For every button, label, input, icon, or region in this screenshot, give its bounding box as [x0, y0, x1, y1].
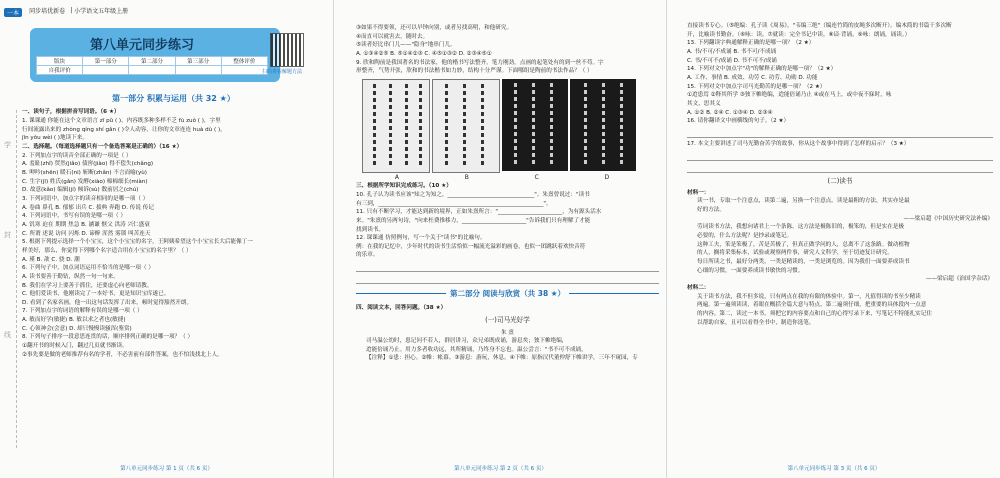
- question-line: ②事先要是做的老师推荐有名的学者，不必害前有部件答案，也不怕浅找北上人。: [22, 351, 223, 358]
- binding-dash-line: [16, 110, 17, 448]
- header-bar: 一本 同步培优新卷 | 小学语文五年级上册: [0, 0, 333, 16]
- question-line: D. 看到了名家名画，他一出这句话发挥了出来，顿时觉得豁然开朗。: [22, 299, 193, 306]
- material-line: ——梁启超《治国学杂话》: [925, 276, 993, 283]
- reading-line: 司马温公幼时，患记问不若人，群居讲习，众兄弟既成诵，游息矣；独下帷绝编，: [366, 338, 568, 345]
- question-line: B. 呷吟(shēn) 暖石(ni) 斩断(zhǎn) 不言而喻(yù): [22, 169, 147, 176]
- question-line: C. 书/不可不/成诵 D. 书不可不/成诵: [687, 57, 777, 64]
- material-line: 劳词读书方法，我想向诸君上一个条陈。这方法是极陈旧的，极笨的，但是实在是极: [697, 224, 904, 231]
- answer-line[interactable]: [687, 128, 993, 138]
- question-line: 14. 下列对文中加点字"功"的解释正确的是哪一项？（2 ★）: [687, 66, 837, 73]
- question-line: jīn yǒu wèi ( )地读下来。: [22, 135, 88, 142]
- material-line: 这种工夫，笨是笨极了，苦是苦极了，但真正做学问的人，总离不了这条路。做动植物: [697, 241, 910, 248]
- question-line: B. 我们在学习上要善于抓住，还要虚心向老师请教。: [22, 282, 153, 289]
- material-line: 读一书，专取一个注意点，读第二遍，另换一个注意点。读是最粗的方法，其实亦是最: [697, 198, 910, 205]
- question-line: 其文，思其义: [687, 100, 721, 107]
- table-header: 第一部分: [83, 57, 129, 66]
- material-line: 的人，搁将采集标本，试验或观察两件事，研究人文科学，至于切迹复计研究。: [697, 250, 893, 257]
- question-line: C. 生字(jī) 姓氏(gǎn) 发酵(xiào) 棉棉细长(miàn): [22, 178, 148, 185]
- question-list: [356, 182, 659, 260]
- question-line: ①迨患焉 ②释其所学 ③独下帷绝编，迨能倍诵乃止 ④或在马上，或中夜不寐时，咏: [687, 92, 892, 99]
- question-line: 16. 请你翻译文中画横线的句子。（2 ★）: [687, 118, 790, 125]
- material-label: 材料二：: [687, 284, 710, 291]
- section-heading: 四、阅读文本，回答问题。（38 ★）: [356, 304, 447, 311]
- question-line: A. 饥寒 迫在 期期 焦急 B. 涵谦 惬父 洪涛 兴仁盛衰: [22, 221, 150, 228]
- material-line: 心细的习惯，一面要养成读书敏快的习惯。: [697, 267, 804, 274]
- page-3: [666, 0, 1000, 478]
- material-line: 的内容。第二，读过一本书，须把它的内容要点和自己的心得写录下来，写笔记不特能扎实记住: [697, 310, 932, 317]
- binding-label: 封: [4, 231, 11, 239]
- part-2-heading: 第二部分 阅读与欣赏（共 38 ★）: [356, 288, 659, 300]
- question-line: A. ①② B. ②④ C. ①③④ D. ②③④: [687, 109, 773, 116]
- question-line: A. 卷曲 鼻孔 B. 郁郁 出兵 C. 拔典 奔跑 D. 传说 传记: [22, 204, 154, 211]
- table-header: 整体评价: [221, 57, 267, 66]
- title-banner: [30, 28, 280, 82]
- self-evaluation-table: [36, 56, 268, 75]
- question-line: 1. 课课通 你能在这个文章语言 zī pǔ ( )，内容既多种多样不乏 fù zuǒ ( )，字里: [22, 118, 221, 125]
- question-line: 行间流露出来的 zhòng qíng shí gǎn ( )令人动容，让你的文章连连 huà dù ( )，: [22, 126, 226, 133]
- reading-text: [356, 337, 659, 363]
- option-label: D: [604, 173, 610, 181]
- material-label: 材料一：: [687, 189, 710, 196]
- answer-line[interactable]: [687, 163, 993, 173]
- question-line: 4. 下列词语中，书写有误的是哪一项（ ）: [22, 213, 126, 220]
- material-line: 关于读书方法，我不但多说，只有两点在我的有限的体验中。第一，凡值得读的书至少精读: [697, 293, 921, 300]
- question-line: 9. 欣和陶前是我国著名的书法家，他的楷书写法整齐，笔力刚劲，点画的起笔处有的到一丝不苟。字: [356, 59, 604, 66]
- question-line: ④而直可以就害去，随时去。: [356, 33, 429, 40]
- answer-line[interactable]: [356, 274, 659, 284]
- question-line: 6. 下列句子中，加点词语运用不恰当的是哪一项（ ）: [22, 265, 154, 272]
- question-list: [356, 24, 659, 59]
- part-heading: 第一部分 积累与运用（共 32 ★）: [112, 94, 235, 103]
- reading-line: 【注释】①患：担心。②帷：帐幕。③游息：游玩，休息。④下帷：原指汉代董仲舒下帷讲学，三年不窥园，专: [366, 355, 638, 362]
- material-2-text: [687, 293, 993, 328]
- calligraphy-image-c[interactable]: [502, 79, 568, 171]
- answer-line[interactable]: [687, 151, 993, 161]
- question-line: C. 他们爱读书，他刚读完了一本好书，更是知识宝库遂已。: [22, 291, 170, 298]
- question-line: 5. 根据下列提示选择一个小宝宝，这个小宝宝的名字，王阿姨希望这个小宝宝长大后能像丁一: [22, 239, 253, 246]
- table-cell[interactable]: [175, 66, 221, 75]
- question-line: 的乐章。: [356, 252, 379, 259]
- question-line: 开，比喻读书勤奋。（⑥咏：读。⑦就读：完全书记中读。⑧谙·背诵。⑨咏：朗诵，诵读。）: [687, 31, 911, 38]
- question-line: A. ①③④②⑤ B. ⑤①④②③ C. ④⑤①③② D. ②③④⑤①: [356, 50, 492, 57]
- question-line: 直接读书专心。（⑤绝编：孔子读《周易》，"韦编三绝"（编连竹简的皮绳多次断开）。编木简的书篇干多次断: [687, 23, 952, 29]
- reading-line: 迨能倍诵乃止。用力多者收功远，其所精诵，乃终身不忘也。温公尝言："书不可不成诵，: [366, 346, 587, 353]
- reading-author: 朱 熹: [501, 329, 514, 336]
- question-line: 样美好，那么，你觉得下列哪个名字适合用在小宝宝的名字里？（ ）: [22, 247, 192, 254]
- qr-caption: 扫码查看解题方法: [262, 69, 303, 75]
- brand-tag: 一本: [4, 8, 22, 17]
- question-line: ⑤读者好比串门儿——"隐身"地串门儿。: [356, 42, 456, 49]
- question-line: 11. 只有不断学习，才能达到新的境界，正如朱熹所言："_______________________，为有源头活水: [356, 209, 602, 216]
- qr-code-icon[interactable]: [270, 33, 304, 67]
- table-cell[interactable]: [221, 66, 267, 75]
- material-line: 每日所读之书，最好分两类，一类是精读的，一类是浏览的。因为我们一面要养成读书: [697, 259, 910, 265]
- question-list: [22, 108, 325, 359]
- question-line: A. 羞耻(zhǐ) 贸然(jiǎo) 债窖(jiào) 得不偿失(chǎng): [22, 161, 154, 168]
- question-line: 15. 下列对文中加点字司马光勤苦的是哪一项？（2 ★）: [687, 83, 826, 90]
- page-1: [0, 0, 333, 478]
- question-line: ①翻开书的时候入门，翻过几页就书渐读。: [22, 343, 128, 350]
- question-line: 二、选择题。（每道选择题只有一个备选答案是正确的）（16 ★）: [22, 144, 183, 151]
- question-line: C. 心领神会(会意) D. 却只慢慢读骚浑(鉴赏): [22, 325, 132, 332]
- page-title: 第八单元同步练习: [90, 38, 195, 53]
- question-line: A. 读书要善于勤钻，纵然一句一句来。: [22, 273, 119, 280]
- option-label: C: [534, 173, 539, 181]
- table-header: 第二部分: [129, 57, 175, 66]
- page-footer: 第八单元同步练习 第 3 页（共 6 页）: [787, 466, 881, 472]
- binding-label: 学: [4, 141, 11, 149]
- question-line: A. 瑾 B. 歆 C. 骁 D. 潮: [22, 256, 80, 263]
- table-header: 版块: [37, 57, 83, 66]
- question-line: 2. 下列加点字的读音全部正确的一项是（ ）: [22, 152, 132, 159]
- question-line: C. 所谓 述说 访问 闪烁 D. 谛醉 浑然 雾锁 叫苦连天: [22, 230, 151, 237]
- question-line: 12. 课课通 仿照例句，写一个关于"读书"的比喻句。: [356, 235, 486, 242]
- question-line: D. 故意(kǎo) 编辑(jí) 倾诉(sù) 数前居之(chú): [22, 187, 139, 194]
- table-row-label: 自我评价: [37, 66, 83, 75]
- option-label: B: [464, 173, 469, 181]
- question-line: 例：在我的记忆中，少年时代的读书生活恰似一幅流光溢彩的画卷，也似一团跳跃着欢快音符: [356, 243, 586, 250]
- question-line: 形整齐，气势开张，欣和的书法楷书如力妙，结构十分严谨。下面哪组是陶前的书法作品？（ ）: [356, 68, 593, 75]
- table-header: 第三部分: [175, 57, 221, 66]
- question-9: [356, 59, 659, 76]
- binding-label: 线: [4, 331, 11, 339]
- question-line: 8. 下列句子排序一段意思连贯的话，顺序排列正确的是哪一项？（ ）: [22, 334, 194, 341]
- question-17: 17. 本文主要讲述了司马光勤奋苦学的故事，你从这个故事中得到了怎样的启示？（3 ★）: [687, 140, 910, 147]
- material-line: 必要的，什么方法呢？是抄录或笔记。: [697, 233, 793, 240]
- material-line: ——梁启超《中国历史研究法补编》: [903, 215, 993, 222]
- reading-title: (二)读书: [827, 176, 853, 185]
- calligraphy-image-a[interactable]: [362, 79, 430, 173]
- question-list: [687, 22, 993, 126]
- material-line: 两遍。第一遍须读读，着眼在概括全篇大意与特点，第二遍须仔细，把重要的具体段内一点意: [697, 302, 927, 309]
- page-3-body: [687, 22, 993, 478]
- reading-title: (一)司马光好学: [485, 316, 530, 325]
- question-line: 来。"朱熹的另两句诗，"向来枉费推移力，_______________________"告诉我们只有理解了才能: [356, 217, 591, 224]
- page-1-body: [22, 90, 325, 478]
- page-2: [333, 0, 667, 478]
- question-line: 3. 下列词语中，加点字的读音相同的是哪一项（ ）: [22, 195, 149, 202]
- calligraphy-image-d[interactable]: [570, 79, 636, 171]
- material-line: 好的方法。: [697, 207, 725, 214]
- question-line: A. 工作、事情 B. 成效、功劳 C. 功劳、功勋 D. 功能: [687, 74, 818, 81]
- question-line: 三、根据所学知识完成练习。（10 ★）: [356, 183, 452, 190]
- table-cell[interactable]: [129, 66, 175, 75]
- option-label: A: [394, 173, 399, 181]
- page-footer: 第八单元同步练习 第 1 页（共 6 页）: [120, 466, 213, 472]
- question-line: 一、读句子，根据拼音写词语。（6 ★）: [22, 109, 120, 116]
- page-2-body: [356, 24, 659, 478]
- table-cell[interactable]: [83, 66, 129, 75]
- page-footer: 第八单元同步练习 第 2 页（共 6 页）: [454, 466, 547, 472]
- question-line: ③如果不得要领，还可以早钟向别，或者另找高明，和他研究。: [356, 25, 513, 31]
- question-line: 有三到，___________________________________________________________"。: [356, 200, 552, 207]
- question-line: 10. 孔子认为读书应该"知之为知之，_______________________________"。朱熹曾说过："读书: [356, 191, 590, 198]
- series-name: 同步培优新卷: [29, 8, 66, 15]
- question-line: 找到读书。: [356, 226, 384, 233]
- question-line: 7. 下列加点字的词语的解释有误的是哪一项（ ）: [22, 308, 143, 315]
- material-1-text: [687, 197, 993, 284]
- subject-name: 小学语文五年级上册: [74, 8, 129, 15]
- question-line: A. 书/不可/不成诵 B. 书不可/不成诵: [687, 48, 777, 55]
- calligraphy-options: [362, 79, 659, 182]
- question-line: 13. 下列翻读字典通解释正确的是哪一项？（2 ★）: [687, 40, 815, 47]
- calligraphy-image-b[interactable]: [432, 79, 500, 173]
- material-line: 以帮助自家，且可以看得全书中，制造你选笔。: [697, 319, 815, 326]
- answer-line[interactable]: [356, 262, 659, 272]
- question-line: A. 敏而好学(敏捷) B. 敏以求之者也(敏捷): [22, 317, 126, 324]
